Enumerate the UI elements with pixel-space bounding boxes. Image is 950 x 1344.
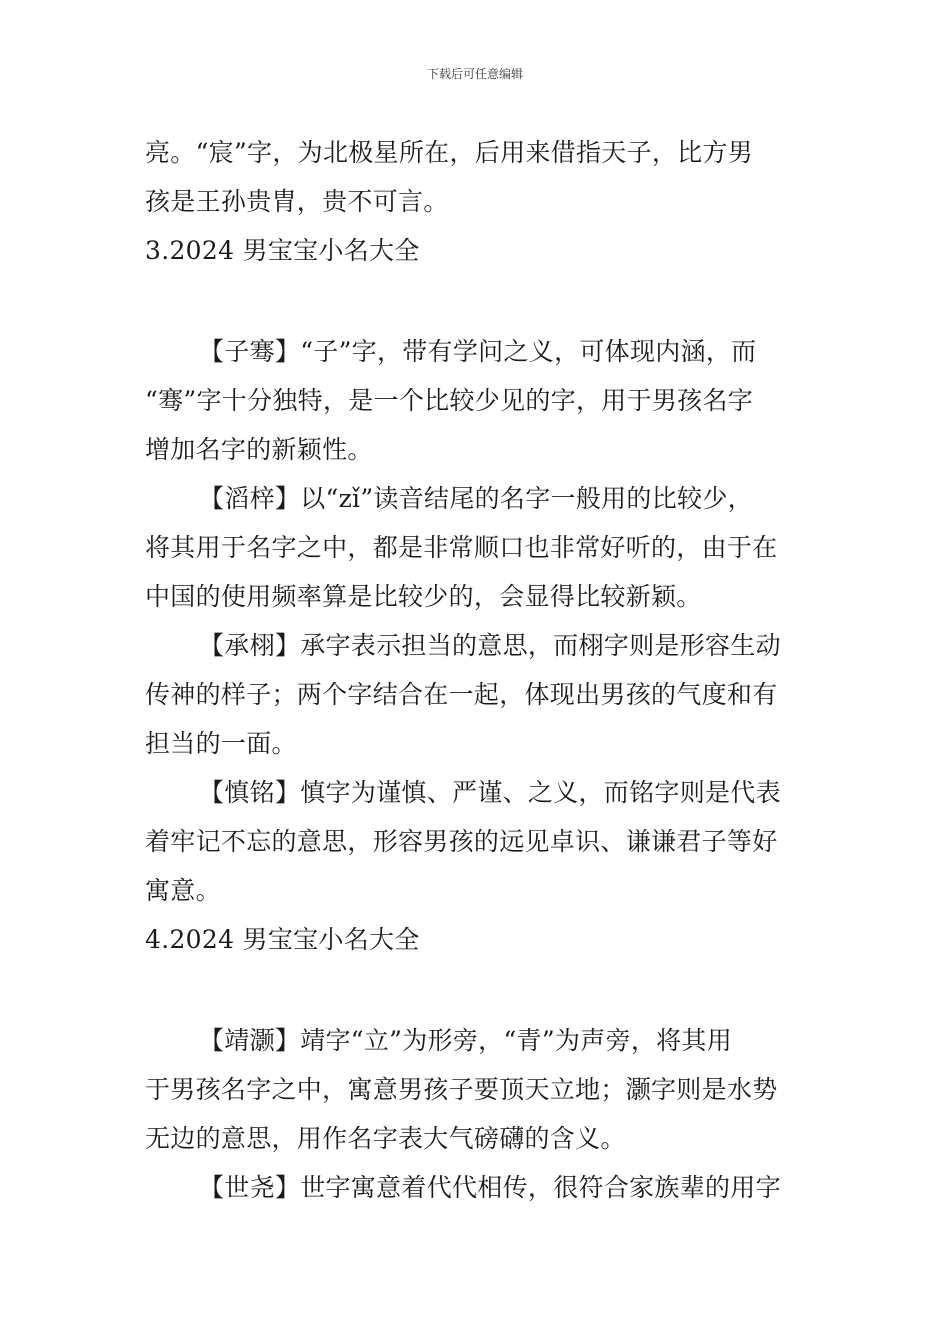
text-line: “骞”字十分独特，是一个比较少见的字，用于男孩名字	[145, 386, 754, 415]
text-line: 【滔梓】以“zǐ”读音结尾的名字一般用的比较少，	[199, 484, 753, 513]
text-line: 【承栩】承字表示担当的意思，而栩字则是形容生动	[199, 631, 781, 660]
text-line: 于男孩名字之中，寓意男孩子要顶天立地；灏字则是水势	[145, 1075, 778, 1104]
paragraph-gap	[145, 275, 807, 327]
section-heading: 4.2024 男宝宝小名大全	[145, 925, 420, 954]
document-body	[145, 128, 807, 1212]
section-heading: 3.2024 男宝宝小名大全	[145, 236, 420, 265]
text-line: 【世尧】世字寓意着代代相传，很符合家族辈的用字	[199, 1173, 781, 1202]
text-line: 将其用于名字之中，都是非常顺口也非常好听的，由于在	[145, 533, 778, 562]
text-line: 担当的一面。	[145, 729, 297, 758]
text-line: 【靖灏】靖字“立”为形旁，“青”为声旁，将其用	[199, 1026, 733, 1055]
text-line: 亮。“宸”字，为北极星所在，后用来借指天子，比方男	[145, 138, 754, 167]
text-line: 【子骞】“子”字，带有学问之义，可体现内涵，而	[199, 337, 757, 366]
text-line: 【慎铭】慎字为谨慎、严谨、之义，而铭字则是代表	[199, 778, 781, 807]
text-line: 孩是王孙贵胄，贵不可言。	[145, 187, 449, 216]
text-line: 寓意。	[145, 876, 221, 905]
text-line: 传神的样子；两个字结合在一起，体现出男孩的气度和有	[145, 680, 778, 709]
paragraph-gap	[145, 964, 807, 1016]
text-line: 着牢记不忘的意思，形容男孩的远见卓识、谦谦君子等好	[145, 827, 778, 856]
page-header: 下载后可任意编辑	[426, 67, 523, 81]
text-line: 中国的使用频率算是比较少的，会显得比较新颖。	[145, 582, 702, 611]
text-line: 增加名字的新颖性。	[145, 435, 373, 464]
text-line: 无边的意思，用作名字表大气磅礴的含义。	[145, 1124, 626, 1153]
